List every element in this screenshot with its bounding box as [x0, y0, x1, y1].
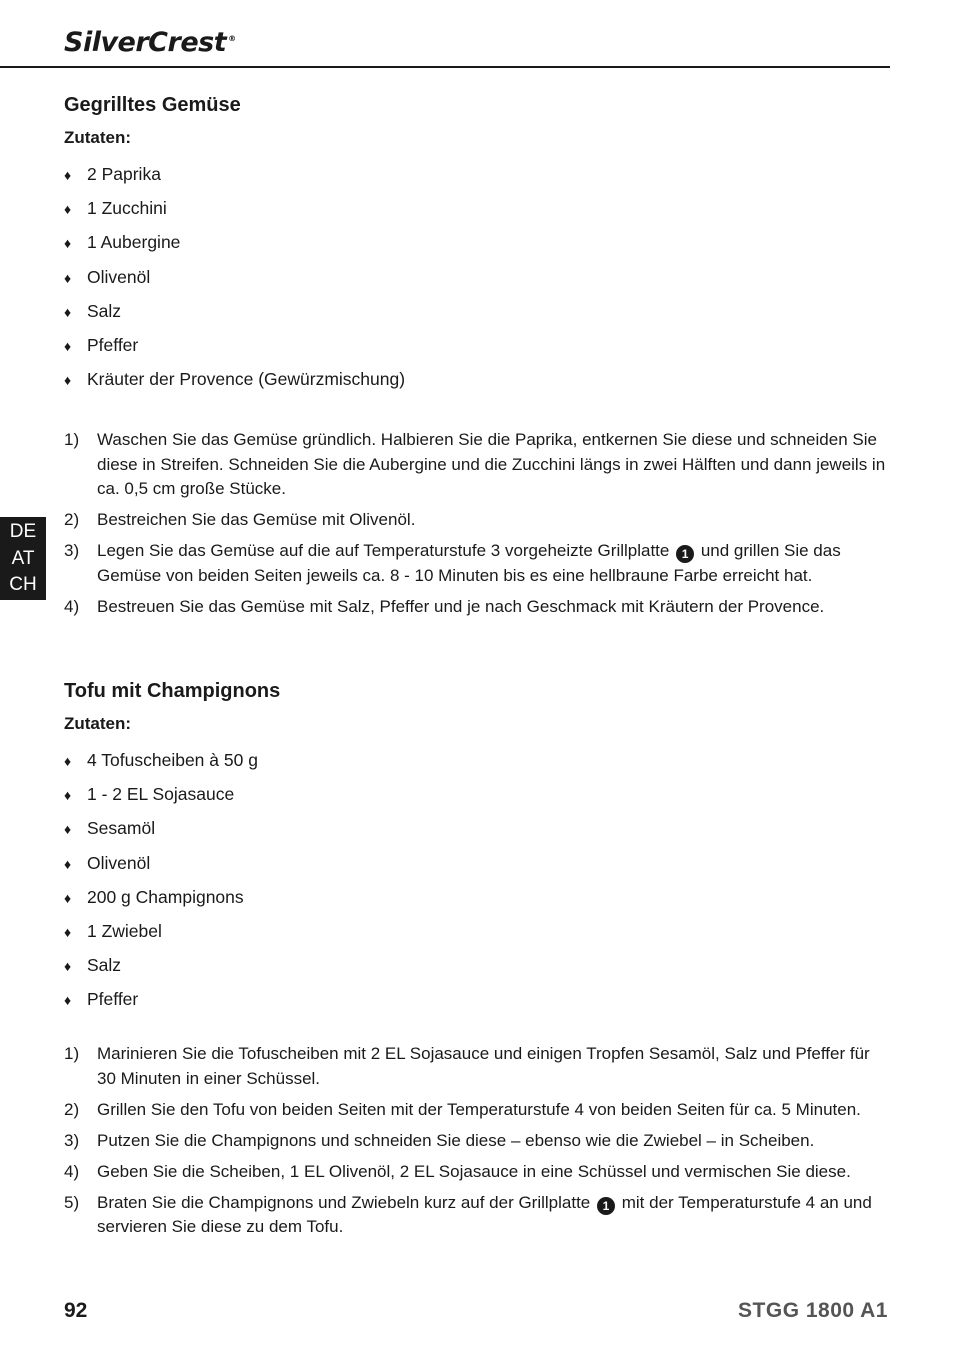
- lang-ch: CH: [9, 574, 37, 595]
- zutaten-label: Zutaten:: [64, 128, 132, 147]
- diamond-bullet-icon: ♦: [64, 992, 72, 1009]
- page-number: 92: [64, 1299, 88, 1322]
- lang-de: DE: [9, 521, 37, 542]
- ingredient-item: ♦ 1 Aubergine: [64, 232, 181, 253]
- step-list: [64, 1042, 890, 1246]
- diamond-bullet-icon: ♦: [64, 235, 72, 252]
- step-item: 1) Waschen Sie das Gemüse gründlich. Halbieren Sie die Paprika, entkernen Sie diese und schneiden Sie diese in Streifen. Schneiden Sie die Aubergine und die Zucchini längs in zwei Hälften und dann jeweils in ca. 0,5 cm große Stücke.: [64, 430, 886, 498]
- step-item: 5) Braten Sie die Champignons und Zwiebeln kurz auf der Grillplatte 1 mit der Temperaturstufe 4 an und servieren Sie diese zu dem Tofu.: [64, 1192, 872, 1236]
- registered-mark: ®: [228, 34, 236, 43]
- diamond-bullet-icon: ♦: [64, 958, 72, 975]
- diamond-bullet-icon: ♦: [64, 753, 72, 769]
- diamond-bullet-icon: ♦: [64, 821, 72, 838]
- lang-at: AT: [11, 547, 35, 569]
- ingredient-item: ♦ 4 Tofuscheiben à 50 g: [64, 750, 258, 770]
- ingredient-item: ♦ Sesamöl: [64, 818, 156, 839]
- step-item: 2) Bestreichen Sie das Gemüse mit Olivenöl.: [64, 510, 416, 529]
- brand-logo: [64, 22, 236, 60]
- ingredient-item: ♦ 1 - 2 EL Sojasauce: [64, 784, 235, 805]
- diamond-bullet-icon: ♦: [64, 337, 72, 354]
- ingredient-item: ♦ Pfeffer: [64, 334, 139, 355]
- language-tab: [0, 517, 46, 600]
- ingredient-item: ♦ 2 Paprika: [64, 164, 161, 184]
- step-item: 3) Putzen Sie die Champignons und schneiden Sie diese – ebenso wie die Zwiebel – in Scheiben.: [64, 1130, 815, 1150]
- ingredient-item: ♦ Olivenöl: [64, 266, 151, 287]
- step-item: 3) Legen Sie das Gemüse auf die auf Temperaturstufe 3 vorgeheizte Grillplatte 1 und grillen Sie das Gemüse von beiden Seiten jeweils ca. 8 - 10 Minuten bis es eine hellbraune Farbe erreicht hat.: [64, 541, 841, 585]
- step-list: [64, 428, 890, 626]
- ingredient-item: ♦ Salz: [64, 955, 122, 976]
- grill-plate-ref-icon: 1: [597, 1197, 615, 1215]
- grill-plate-ref-icon: 1: [676, 545, 694, 563]
- ingredient-list: [64, 749, 258, 1023]
- brand-name: SilverCrest: [64, 27, 227, 58]
- diamond-bullet-icon: ♦: [64, 855, 72, 872]
- ingredient-item: ♦ Pfeffer: [64, 989, 139, 1010]
- diamond-bullet-icon: ♦: [64, 923, 72, 940]
- step-item: 4) Geben Sie die Scheiben, 1 EL Olivenöl, 2 EL Sojasauce in eine Schüssel und vermischen Sie diese.: [64, 1161, 851, 1181]
- diamond-bullet-icon: ♦: [64, 889, 72, 906]
- model-code: STGG 1800 A1: [738, 1299, 888, 1322]
- diamond-bullet-icon: ♦: [64, 167, 72, 183]
- diamond-bullet-icon: ♦: [64, 201, 72, 218]
- ingredient-item: ♦ 200 g Champignons: [64, 886, 244, 907]
- ingredient-item: ♦ Kräuter der Provence (Gewürzmischung): [64, 369, 406, 390]
- ingredient-list: [64, 163, 405, 402]
- step-item: 2) Grillen Sie den Tofu von beiden Seiten mit der Temperaturstufe 4 von beiden Seiten für ca. 5 Minuten.: [64, 1099, 861, 1119]
- diamond-bullet-icon: ♦: [64, 303, 72, 320]
- ingredient-item: ♦ 1 Zucchini: [64, 198, 167, 219]
- step-item: 4) Bestreuen Sie das Gemüse mit Salz, Pfeffer und je nach Geschmack mit Kräutern der Provence.: [64, 596, 825, 616]
- section-title-tofu-mit-champignons: Tofu mit Champignons: [64, 680, 281, 702]
- ingredient-item: ♦ 1 Zwiebel: [64, 920, 162, 941]
- diamond-bullet-icon: ♦: [64, 787, 72, 804]
- diamond-bullet-icon: ♦: [64, 372, 72, 389]
- step-item: 1) Marinieren Sie die Tofuscheiben mit 2 EL Sojasauce und einigen Tropfen Sesamöl, Salz und Pfeffer für 30 Minuten in einer Schüssel.: [64, 1044, 870, 1088]
- header-divider: [0, 66, 890, 68]
- ingredient-item: ♦ Salz: [64, 300, 122, 321]
- zutaten-label: Zutaten:: [64, 714, 132, 733]
- ingredient-item: ♦ Olivenöl: [64, 852, 151, 873]
- section-title-gegrilltes-gemuese: Gegrilltes Gemüse: [64, 94, 241, 116]
- diamond-bullet-icon: ♦: [64, 269, 72, 286]
